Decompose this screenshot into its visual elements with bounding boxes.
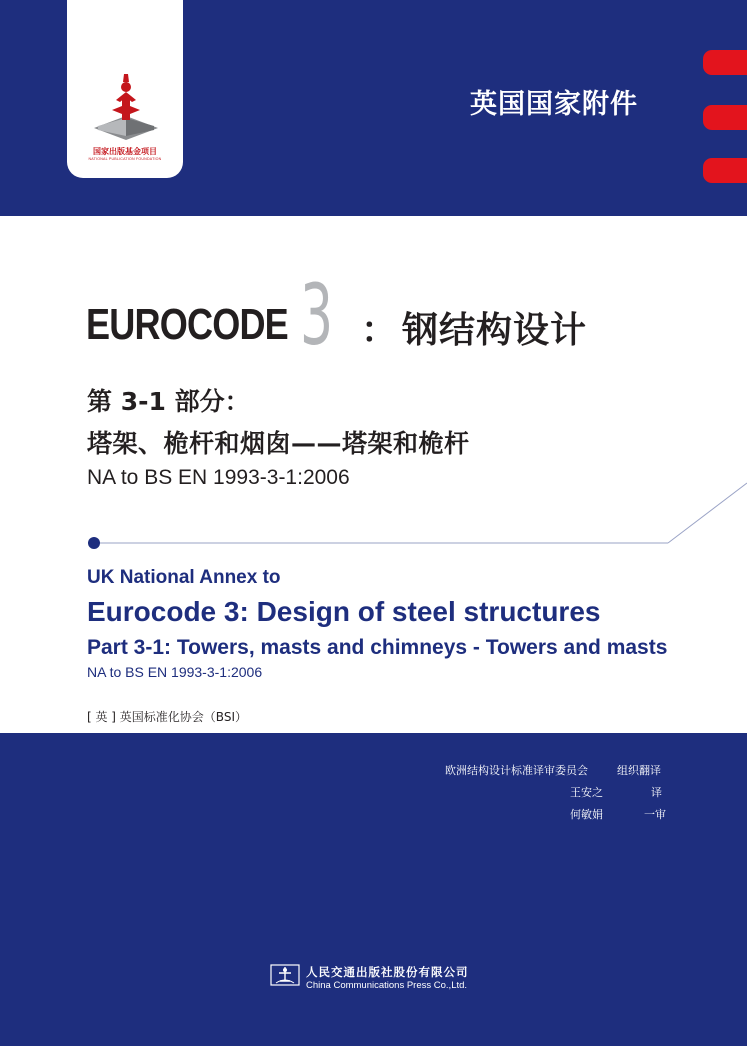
credit-organization-role: 组织翻译 [617,764,661,777]
credit-reviewer-role: 一审 [644,808,666,821]
title-eurocode: EUROCODE [86,300,288,349]
logo-name-cn: 国家出版基金项目 [93,146,157,156]
en-standard-code: NA to BS EN 1993-3-1:2006 [87,664,263,680]
author-line: [ 英 ] 英国标准化协会（BSI） [87,710,247,724]
bottom-navy-band [0,733,747,1046]
en-title: Eurocode 3: Design of steel structures [87,596,601,627]
title-number: 3 [300,266,334,364]
en-part: Part 3-1: Towers, masts and chimneys - Towers and masts [87,636,668,659]
subtitle-cn: 塔架、桅杆和烟囱——塔架和桅杆 [87,429,470,458]
publisher-name-cn: 人民交通出版社股份有限公司 [306,965,469,979]
publisher-logo-icon [270,961,300,989]
credit-translator: 王安之 [570,786,603,799]
title-cn: 钢结构设计 [402,310,588,351]
en-annex-label: UK National Annex to [87,567,281,588]
publisher-name-en: China Communications Press Co.,Ltd. [306,980,468,991]
credit-organization: 欧洲结构设计标准译审委员会 [445,764,588,777]
part-cn: 第 3-1 部分： [87,387,250,416]
logo-name-en: NATIONAL PUBLICATION FOUNDATION [88,157,162,161]
title-colon: ： [361,310,398,351]
credit-translator-role: 译 [651,786,662,799]
series-label: 英国国家附件 [470,89,638,120]
standard-code-cn: NA to BS EN 1993-3-1:2006 [87,466,350,489]
credit-reviewer: 何敏娟 [570,808,603,821]
